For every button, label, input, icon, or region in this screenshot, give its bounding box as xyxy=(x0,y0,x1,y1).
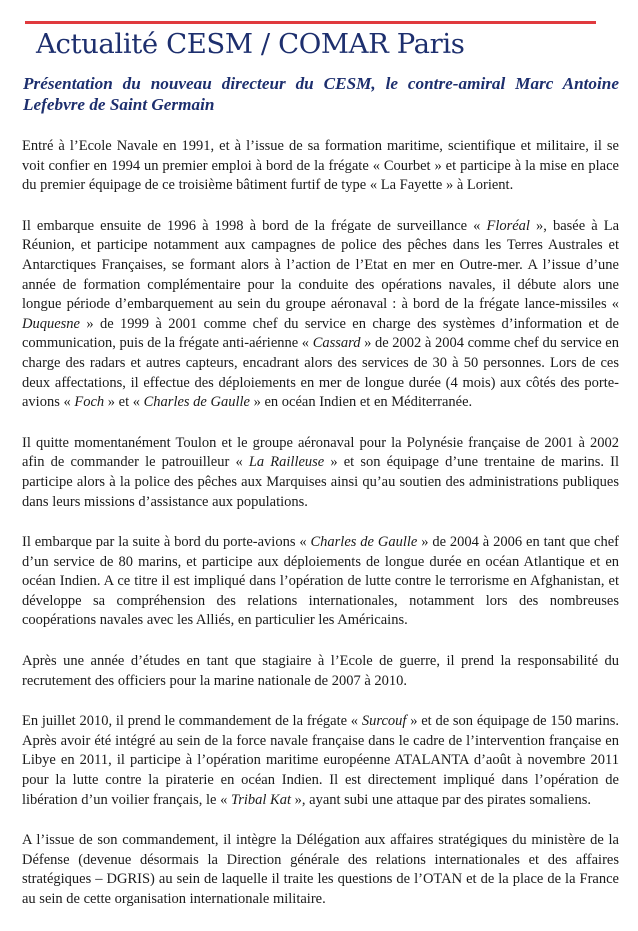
article-paragraph xyxy=(22,217,619,413)
ship-name: Charles de Gaulle xyxy=(143,394,250,411)
paragraph-text: » de 2004 à 2006 en tant que chef d’un service de 80 marins, et participe aux déploiements de longue durée en océan Atlantique et en océan Indien. A ce titre il est impliqué dans l’opération de lutte contre le terrorisme en Afghanistan, et développe sa compréhension des relations internationales, notamment lors des nombreuses coopérations navales avec les Alliés, en particulier les Américains. xyxy=(22,534,619,629)
paragraph-text: Entré à l’Ecole Navale en 1991, et à l’issue de sa formation maritime, scientifique et militaire, il se voit confier en 1994 un premier emploi à bord de la frégate « Courbet » et participe à la mise en place du premier équipage de ce troisième bâtiment furtif de type « La Fayette » à Lorient. xyxy=(22,138,619,194)
paragraph-text: » de 1999 à 2001 comme chef du service en charge des systèmes d’information et de communication, puis de la frégate anti-aérienne « xyxy=(22,315,619,352)
paragraph-text: », ayant subi une attaque par des pirates somaliens. xyxy=(291,791,591,808)
ship-name: Duquesne xyxy=(22,315,80,332)
paragraph-text: Il embarque par la suite à bord du porte-avions « xyxy=(22,534,311,551)
ship-name: Surcouf xyxy=(361,713,407,730)
article-paragraph xyxy=(22,652,619,691)
article-paragraph xyxy=(22,533,619,631)
article-paragraph xyxy=(22,712,619,810)
ship-name: Floréal xyxy=(486,217,530,234)
article-paragraph xyxy=(22,137,619,196)
header-rule xyxy=(25,21,596,24)
paragraph-text: », basée à La Réunion, et participe notamment aux campagnes de police des pêches dans les Terres Australes et Antarctiques Françaises, se formant alors à l’action de l’Etat en mer en Outre-mer. A l’issue d’une année de formation complémentaire pour la conduite des opérations navales, il débute alors une longue période d’embarquement au sein du groupe aéronaval : à bord de la frégate lance-missiles « xyxy=(22,217,619,313)
paragraph-text: » de 2002 à 2004 comme chef du service en charge des radars et autres capteurs, encadrant alors des services de 30 à 50 personnes. Lors de ces deux affectations, il effectue des déploiements en mer de longue durée (4 mois) aux côtés des porte-avions « xyxy=(22,335,619,411)
article-title: Présentation du nouveau directeur du CESM, le contre-amiral Marc Antoine Lefebvre de Saint Germain xyxy=(23,74,619,114)
paragraph-text: » et son équipage d’une trentaine de marins. Il participe alors à la police des pêches aux Marquises ainsi qu’au soutien des administrations publiques dans leurs missions d’assistance aux populations. xyxy=(22,454,619,510)
article-body xyxy=(22,137,619,931)
article-paragraph xyxy=(22,831,619,909)
paragraph-text: Il embarque ensuite de 1996 à 1998 à bord de la frégate de surveillance « xyxy=(22,217,487,234)
page-title: Actualité CESM / COMAR Paris xyxy=(36,28,465,60)
article-paragraph xyxy=(22,434,619,512)
paragraph-text: En juillet 2010, il prend le commandement de la frégate « xyxy=(22,713,362,730)
ship-name: La Railleuse xyxy=(248,454,325,471)
ship-name: Tribal Kat xyxy=(230,791,292,808)
paragraph-text: Après une année d’études en tant que stagiaire à l’Ecole de guerre, il prend la responsabilité du recrutement des officiers pour la marine nationale de 2007 à 2010. xyxy=(22,653,619,689)
ship-name: Cassard xyxy=(312,335,361,352)
paragraph-text: Il quitte momentanément Toulon et le groupe aéronaval pour la Polynésie française de 2001 à 2002 afin de commander le patrouilleur « xyxy=(22,434,619,471)
paragraph-text: » en océan Indien et en Méditerranée. xyxy=(249,394,473,411)
ship-name: Charles de Gaulle xyxy=(310,534,418,551)
paragraph-text: » et « xyxy=(104,394,144,411)
paragraph-text: A l’issue de son commandement, il intègre la Délégation aux affaires stratégiques du ministère de la Défense (devenue désormais la Direction générale des relations internationales et des affaires stratégiques – DGRIS) au sein de laquelle il traite les questions de l’OTAN et de la place de la France au sein de cette organisation internationale militaire. xyxy=(22,832,619,907)
ship-name: Foch xyxy=(74,394,105,411)
paragraph-text: » et de son équipage de 150 marins. Après avoir été intégré au sein de la force navale française dans le cadre de l’intervention française en Libye en 2011, il participe à l’opération maritime européenne ATALANTA d’août à novembre 2011 pour la lutte contre la piraterie en océan Indien. Il est directement impliqué dans l’opération de libération d’un voilier français, le « xyxy=(22,713,619,808)
